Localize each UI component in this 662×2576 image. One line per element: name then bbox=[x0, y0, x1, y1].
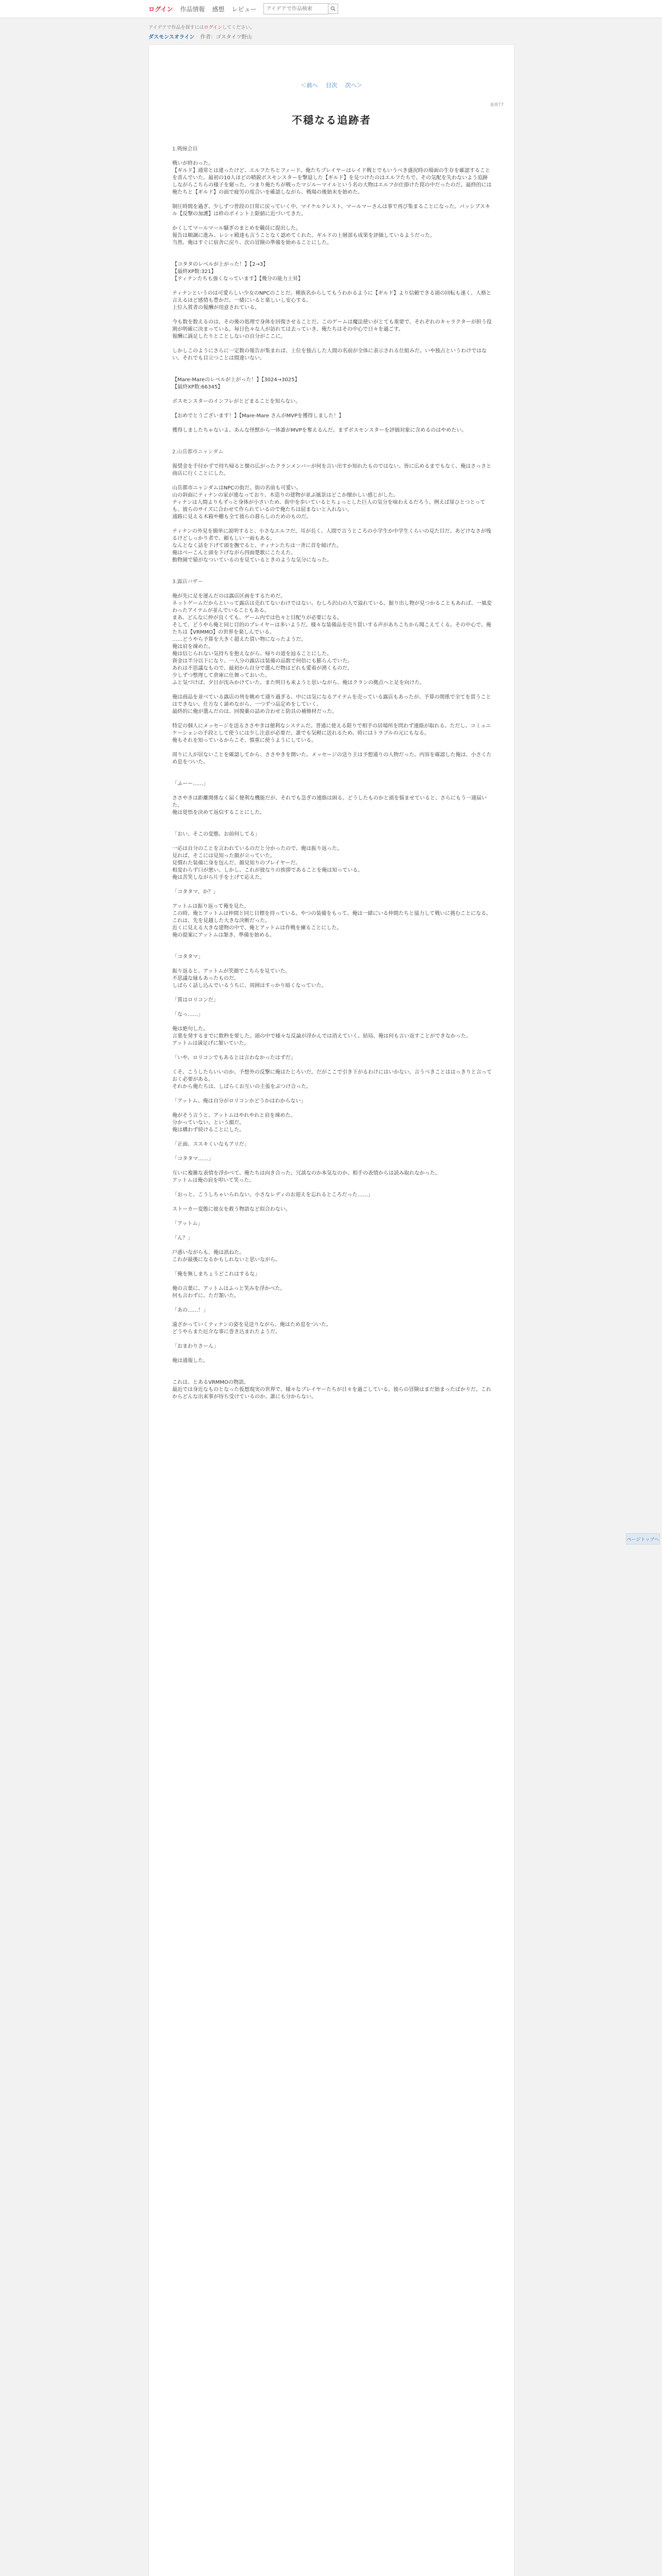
body-paragraph: 周りに人が居ないことを確認してから、ささやきを開いた。メッセージの送り主は予想通りの人物だった。内容を確認した俺は、小さくため息をついた。 bbox=[172, 752, 492, 765]
body-paragraph: 報奨金を手付かずで持ち帰ると懐の広がったクランメンバーが何を言い出すか知れたものではない。皆に広めるまでもなく、俺はさっさと商店に行くことにした。 bbox=[172, 464, 492, 477]
body-paragraph: 【おめでとうございます！】【Mare-Mare さんがMVPを獲得しました！】 bbox=[172, 413, 344, 419]
login-prompt-prefix: アイデアで作品を探すには bbox=[148, 25, 204, 30]
section-heading: 2.山岳都市ニャンダム bbox=[172, 449, 224, 455]
body-paragraph: 今も数を数えるのは、その後の処理で身体を回復させることだ。このゲームは魔法使いがとても重要で、それぞれのキャラクターが担う役割が明確に決まっている。毎日色々な人が訪れては去っていき、俺たちはその中心で日々を過ごす。 報酬に満足したりとことしないの自分がここに。 bbox=[172, 319, 492, 340]
body-paragraph: 「コタタマ」 bbox=[172, 954, 203, 960]
chapter-page bbox=[148, 44, 515, 2576]
chapter-title: 不穏なる追跡者 bbox=[292, 114, 371, 126]
chapter-navigation bbox=[149, 81, 514, 89]
prev-chapter-link[interactable]: ＜前へ bbox=[301, 82, 318, 89]
body-paragraph: ティナンの外見を簡単に説明すると、小さなエルフだ。耳が長く、人間で言うところの小学生か中学生くらいの見た目だ。あどけなさが残るけどしっかり者で、頼もしい一面もある。 なんとなく話を下げて頭を撫でると、ティナンたちは一斉に首を傾げた。 俺はベーこんと頭を下げながら四面楚歌にこたえた。 動物園で猿がなついているのを見ているときのような気分になった。 bbox=[172, 529, 491, 563]
body-paragraph: 「コタタマ……」 bbox=[172, 1156, 213, 1162]
body-paragraph: 俺の言葉に、アットムはふっと笑みを浮かべた。 何も言わずに、ただ頷いた。 bbox=[172, 1286, 286, 1299]
body-paragraph: 「おまわりさーん」 bbox=[172, 1344, 219, 1349]
login-prompt-suffix: してください。 bbox=[222, 25, 255, 30]
body-paragraph: 「いや、ロリコンでもあるとは言わなかったはずだ」 bbox=[172, 1055, 296, 1061]
top-navigation-bar bbox=[0, 0, 662, 18]
work-title-link[interactable]: ダスモンスオライン bbox=[148, 35, 195, 40]
body-paragraph: 「なっ……」 bbox=[172, 1012, 203, 1018]
body-paragraph: 戸惑いながらも、俺は訊ねた。 これが最後になるかもしれないと思いながら。 bbox=[172, 1250, 280, 1263]
body-paragraph: しかしこのようにさらに一定数の報告が集まれば、上位を独占した人間の名前が全体に表示される仕組みだ。いや独占というわけではない。それでも目立つことは間違いない。 bbox=[172, 348, 487, 361]
body-paragraph: 振り返ると、アットムが笑顔でこちらを見ていた。 不思議な縁もあったものだ。 しばらく話し込んでいるうちに、周囲はすっかり暗くなっていた。 bbox=[172, 969, 327, 989]
body-paragraph: 獲得しましたちゃないよ、あんな怪獣から一体誰がMVPを奪えるんだ。まずボスモンスターを評価対象に含めるのはやめたい。 bbox=[172, 428, 467, 433]
search-button[interactable] bbox=[328, 4, 338, 14]
body-paragraph: 「コタタマ、か？」 bbox=[172, 889, 219, 895]
body-paragraph: ボスモンスターのインフレがとどまることを知らない。 bbox=[172, 399, 301, 404]
body-paragraph: 「アットム」 bbox=[172, 1221, 203, 1227]
body-paragraph: ティナンというのは可愛らしい少女のNPCのことだ。種族名からしてもうわかるように【ギルド】より信頼できる頭の回転も速く、人格と言えるほど感情も豊かだ。一緒にいると楽しいし安心する。 上位入賞者の報酬が用意されている。 bbox=[172, 291, 491, 311]
body-paragraph: 【コタタのレベルが上がった！】【2→3】 【最終XP数:321】 【ティナンたちも強くなっています】【幾分の能力上昇】 bbox=[172, 262, 303, 282]
nav-link-reviews[interactable]: レビュー bbox=[231, 5, 257, 13]
body-paragraph: 「ふーー……」 bbox=[172, 781, 208, 787]
body-paragraph: ストーカー変態に彼女を救う物語など似合わない。 bbox=[172, 1207, 291, 1212]
body-paragraph: 戦いが終わった。 【ギルド】通常とは違ったけど、エルフたちとフィード、俺たちプレイヤーはレイド戦とでもいうべき盛況時の場面の生存を確認することを喜んでいた。最初の10人ほどの精鋭ボスモンスターを撃退した【ギルド】を見つけたのはエルフたちで、その気配を失わないよう追跡しながらこちらの様子を窺った。つまり俺たちが戦ったマジルーマイルという名の大物はエルフが仕掛けた罠の中だったのだ。最終的には俺たちと【ギルド】の面で疲労の度合いを確認しながら、戦場の後始末を始めた。 bbox=[172, 161, 492, 195]
search-input[interactable] bbox=[263, 3, 328, 14]
nav-link-comments[interactable]: 感想 bbox=[212, 5, 225, 13]
search-icon bbox=[330, 6, 336, 11]
next-chapter-link[interactable]: 次へ＞ bbox=[345, 82, 362, 89]
section-heading: 1.戦線会員 bbox=[172, 146, 198, 152]
body-paragraph: 制圧時間を過ぎ、少しずつ普段の日常に戻っていく中、マイケルクレスト、マールマーさんは事で再び集まることになった。パッシブスキル【反撃の加護】は枠のポイント上限値に近づいてきた。 bbox=[172, 204, 490, 217]
body-paragraph: 「正面、ススキくいなもアリだ」 bbox=[172, 1142, 250, 1147]
body-paragraph: 俺は絶句した。 言葉を発するまでに数秒を要した。頭の中で様々な反論が浮かんでは消えていく。結局、俺は何も言い返すことができなかった。 アットムは満足げに頷いていた。 bbox=[172, 1026, 471, 1046]
body-paragraph: 山岳都市ニャンダムはNPCの街だ。街の名前も可愛い。 山の斜面にティナンの家が連なっており、木造りの建物が並ぶ風景はどこか懐かしい感じがした。 ティナンは人間よりもずっと身体が小さいため、街中を歩いているとちょっとした巨人の気分を味わえるだろう。例えば扉ひとつとっても、彼らのサイズに合わせて作られているので俺たちは屈まないと入れない。 通路に見える木箱や棚も全て彼らの暮らしのためのものだ。 bbox=[172, 485, 486, 520]
section-heading: 3.露店バザー bbox=[172, 579, 203, 585]
work-author: 作者：ゴスタイツ野山 bbox=[200, 35, 252, 40]
login-prompt-link[interactable]: ログイン bbox=[204, 25, 223, 30]
work-header bbox=[148, 32, 252, 40]
body-paragraph: 特定の個人にメッセージを送るささやきは便利なシステムだ。普通に使える限りで相手の居場所を問わず連絡が取れる。ただし、コミュニケーションの手段として使うには少し注意が必要だ。誰でも気軽に送れるため、時にはトラブルの元にもなる。 俺もそれを知っているからこそ、慎重に使うようにしている。 bbox=[172, 723, 491, 743]
page-top-button[interactable]: ページトップへ bbox=[626, 1533, 660, 1545]
body-paragraph: くそ。こうしたらいいのか、予想外の反撃に俺はたじろいだ。だがここで引き下がるわけにはいかない。言うべきことははっきりと言っておく必要がある。 それから俺たちは、しばらくお互いの主張をぶつけ合った。 bbox=[172, 1070, 492, 1090]
body-paragraph: 「アットム。俺は自分がロリコンかどうかはわからない」 bbox=[172, 1098, 306, 1104]
body-paragraph: 遠ざかっていくティナンの姿を見送りながら、俺はため息をついた。 どうやらまた厄介な事に巻き込まれたようだ。 bbox=[172, 1322, 332, 1335]
body-paragraph: 「あの……！」 bbox=[172, 1308, 208, 1313]
body-paragraph: 俺は通報した。 bbox=[172, 1358, 208, 1364]
body-paragraph: 「おっと、こうしちゃいられない。小さなレディのお迎えを忘れるところだった……」 bbox=[172, 1192, 373, 1198]
body-paragraph: 「ん？」 bbox=[172, 1235, 193, 1241]
body-paragraph: 俺は商品を並べている露店の列を眺めて通り過ぎる。中には気になるアイテムを売っている露店もあったが、予算の関係で全てを買うことはできない。仕方なく諦めながら、一つずつ品定めをしていく。 最終的に俺が選んだのは、回復薬の詰め合わせと防具の補修材だった。 bbox=[172, 694, 491, 715]
body-paragraph: 「賞はロリコンだ」 bbox=[172, 997, 219, 1003]
body-paragraph: かくしてマールマール騒ぎのまとめを職員に提出した。 報告は順調に進み、レシャ殿達も言うことなく認めてくれた。ギルドの上層部も成果を評価しているようだった。 当然、俺はすぐに宿舎に戻り、次の冒険の準備を始めることにした。 bbox=[172, 226, 436, 246]
body-paragraph: 一応は自分のことを言われているのだと分かったので、俺は振り返った。 見れば、そこには見知った顔が立っていた。 見慣れた装備に身を包んだ、顔見知りのプレイヤーだ。 相変わらず口が悪い。しかし、これが彼なりの挨拶であることを俺は知っている。 俺は苦笑しながら片手を上げて応えた。 bbox=[172, 846, 363, 880]
body-paragraph: 「俺を無しまちょうどこれはするな」 bbox=[172, 1272, 260, 1277]
body-paragraph: 俺がそう言うと、アットムはやれやれと肩を竦めた。 分かっていない、という顔だ。 俺は構わず続けることにした。 bbox=[172, 1113, 296, 1133]
body-paragraph: 「おい、そこの変態、お前何してる」 bbox=[172, 832, 260, 837]
login-link[interactable]: ログイン bbox=[148, 5, 173, 13]
body-paragraph: 俺が先に足を運んだのは露店区画をするためだ。 ネットゲームだからといって露店は売れてないわけではない。むしろ沢山の人で溢れている。掘り出し物が見つかることもあれば、一風変わったアイテムが並んでいることもある。 まあ、どんなに仲が良くても、ゲーム内では色々と目配りが必要になる。 そして、どうやら俺と同じ目的のプレイヤーは多いようだ。様々な装備品を売り買いする声があちこちから聞こえてくる。その中心で、俺たちは【VRMMO】の世界を楽しんでいる。 ……どうやら予算を大きく超えた買い物になったようだ。 俺は肩を竦めた。 俺は信じられない気持ちを抱えながら、帰りの道を辿ることにした。 資金は半分以下になり、一人分の露店は装備の品数で何倍にも膨らんでいた。 あれは不思議なもので、最初から自分で選んだ物はどれも愛着が湧くものだ。 少しずつ整理して倉庫に仕舞っておいた。 ふと気づけば、夕日が沈みかけていた。また明日も来ようと思いながら、俺はクランの拠点へと足を向けた。 bbox=[172, 594, 492, 686]
body-paragraph: 【Mare-Mareのレベルが上がった！】【3024→3025】 【最終XP数:66345】 bbox=[172, 377, 300, 390]
top-navigation-inner bbox=[148, 0, 338, 18]
nav-link-work-info[interactable]: 作品情報 bbox=[180, 5, 205, 13]
chapter-body bbox=[172, 146, 492, 1401]
body-paragraph: ささやきは距離関係なく届く便利な機能だが、それでも急ぎの連絡は困る。どうしたものかと頭を悩ませていると、さらにもう一通届いた。 俺は覚悟を決めて返信することにした。 bbox=[172, 795, 487, 816]
body-paragraph: アットムは振り返って俺を見た。 この時、俺とアットムは仲間と同じ目標を持っている。やつの装備をもって、俺は一緒にいる仲間たちと協力して戦いに挑むことになる。これは、先を見越した大きな決断だった。 近くに見える大きな建物の中で、俺とアットムは作戦を練ることにした。 俺の提案にアットムは頷き、準備を始める。 bbox=[172, 904, 492, 938]
page-number: 8/877 bbox=[490, 103, 504, 108]
login-prompt bbox=[148, 24, 255, 30]
body-paragraph: 互いに複雑な表情を浮かべて、俺たちは向き合った。冗談なのか本気なのか、相手の表情からは読み取れなかった。 アットムは俺の肩を叩いて笑った。 bbox=[172, 1171, 440, 1183]
body-paragraph: これは、とあるVRMMOの物語。 最近では身近なものとなった仮想現実の世界で、様々なプレイヤーたちが日々を過ごしている。彼らの冒険はまだ始まったばかりだ。これからどんな出来事が待ち受けているのか、誰にも分からない。 bbox=[172, 1380, 491, 1400]
table-of-contents-link[interactable]: 目次 bbox=[326, 82, 337, 89]
